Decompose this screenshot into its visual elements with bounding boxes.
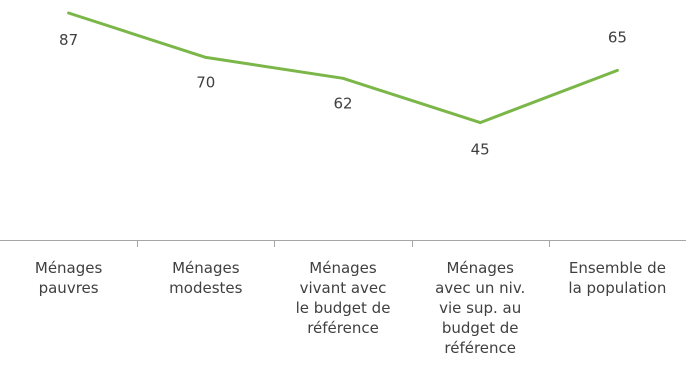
category-label <box>413 258 547 358</box>
category-label-line: pauvres <box>38 279 99 297</box>
data-label: 65 <box>607 28 627 47</box>
category-label-line: avec un niv. <box>435 279 526 297</box>
category-label-line: vie sup. au <box>439 299 522 317</box>
category-label <box>276 258 410 338</box>
data-label: 62 <box>333 94 353 113</box>
category-label-line: modestes <box>169 279 243 297</box>
data-labels <box>59 28 627 158</box>
category-label <box>550 258 684 298</box>
category-label-line: référence <box>444 339 516 357</box>
category-label-line: vivant avec <box>299 279 387 297</box>
category-label <box>139 258 273 298</box>
data-label: 45 <box>470 140 490 159</box>
category-label <box>2 258 136 298</box>
category-label-line: le budget de <box>295 299 391 317</box>
category-label-line: la population <box>568 279 667 297</box>
data-label: 70 <box>196 73 216 92</box>
category-label-line: Ménages <box>309 259 377 277</box>
category-label-line: Ménages <box>34 259 103 277</box>
category-label-line: Ménages <box>172 259 240 277</box>
data-label: 87 <box>59 31 79 49</box>
x-axis <box>0 240 686 247</box>
category-label-line: Ensemble de <box>568 259 666 277</box>
category-label-line: budget de <box>441 319 519 337</box>
category-label-line: Ménages <box>446 259 514 277</box>
category-label-line: référence <box>307 319 379 337</box>
